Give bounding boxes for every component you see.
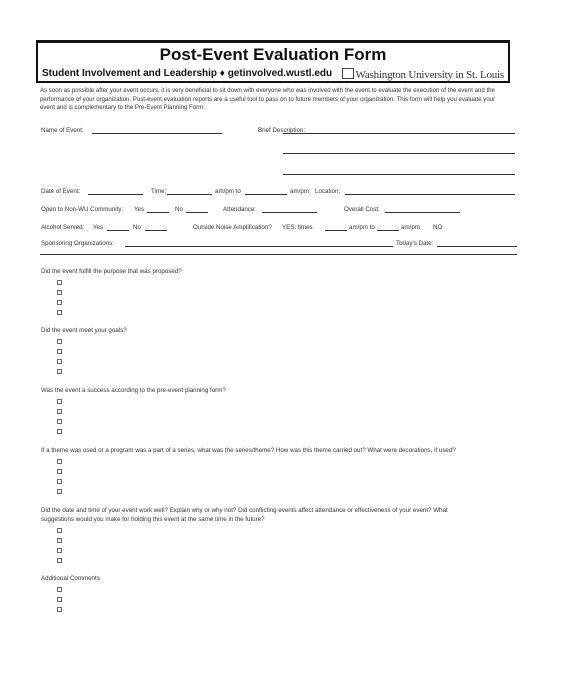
section-divider: [40, 254, 517, 255]
sponsoring-label: Sponsoring Organizations:: [41, 240, 114, 247]
form-header: [36, 40, 510, 83]
checkbox[interactable]: [57, 290, 62, 295]
time-start-field[interactable]: [167, 194, 212, 195]
checkbox[interactable]: [57, 349, 62, 354]
checkbox[interactable]: [57, 489, 62, 494]
noise-start-field[interactable]: [325, 230, 347, 231]
open-to-nonwu-label: Open to Non-WU Community:: [41, 206, 124, 213]
overall-cost-label: Overall Cost:: [344, 206, 380, 213]
checkbox[interactable]: [57, 409, 62, 414]
name-of-event-label: Name of Event:: [41, 127, 84, 134]
checkbox[interactable]: [57, 587, 62, 592]
brief-description-field-1[interactable]: [283, 133, 515, 134]
alcohol-no-label: No: [133, 224, 141, 231]
question-3: Was the event a success according to the pre-event planning form?: [41, 387, 226, 394]
ampm-to-label: am/pm to: [215, 188, 241, 195]
university-logo: [342, 68, 504, 81]
question-1: Did the event fulfill the purpose that was proposed?: [41, 268, 182, 275]
open-yes-label: Yes: [134, 206, 145, 213]
intro-paragraph: As soon as possible after your event occurs, it is very beneficial to sit down with everyone who was involved with the event to evaluate the execution of the event and the performance of your organization. Post-event evaluation reports are a useful tool to pass on to future members of your organization. This form will help you evaluate your event and is complementary to the Pre-Event Planning Form.: [40, 87, 496, 111]
checkbox[interactable]: [57, 459, 62, 464]
brief-description-label: Brief Description:: [258, 127, 306, 134]
form-subtitle: Student Involvement and Leadership ♦ getinvolved.wustl.edu: [42, 68, 333, 79]
checkbox[interactable]: [57, 310, 62, 315]
alcohol-served-label: Alcohol Served:: [41, 224, 85, 231]
noise-no-label: NO: [433, 224, 443, 231]
checkbox[interactable]: [57, 280, 62, 285]
location-label: Location:: [315, 188, 341, 195]
open-no-label: No: [175, 206, 183, 213]
checkbox[interactable]: [57, 538, 62, 543]
question-5-continued: suggestions would you make for holding this event at the same time in the future?: [41, 516, 265, 523]
checkbox[interactable]: [57, 369, 62, 374]
open-no-field[interactable]: [186, 212, 208, 213]
overall-cost-field[interactable]: [385, 212, 460, 213]
time-end-field[interactable]: [245, 194, 287, 195]
checkbox[interactable]: [57, 339, 62, 344]
checkbox[interactable]: [57, 607, 62, 612]
ampm-label: am/pm: [290, 188, 309, 195]
todays-date-label: Today's Date:: [396, 240, 434, 247]
brief-description-field-2[interactable]: [283, 153, 515, 154]
brief-description-field-3[interactable]: [283, 174, 515, 175]
checkbox[interactable]: [57, 429, 62, 434]
checkbox[interactable]: [57, 469, 62, 474]
time-label: Time:: [151, 188, 167, 195]
checkbox[interactable]: [57, 558, 62, 563]
checkbox[interactable]: [57, 528, 62, 533]
attendance-field[interactable]: [262, 212, 317, 213]
sponsoring-field[interactable]: [125, 246, 393, 247]
noise-yes-times-label: YES: times: [282, 224, 313, 231]
checkbox[interactable]: [57, 419, 62, 424]
question-2: Did the event meet your goals?: [41, 327, 127, 334]
checkbox[interactable]: [57, 548, 62, 553]
checkbox[interactable]: [57, 300, 62, 305]
attendance-label: Attendance:: [223, 206, 257, 213]
noise-end-field[interactable]: [377, 230, 399, 231]
checkbox[interactable]: [57, 479, 62, 484]
alcohol-no-field[interactable]: [145, 230, 167, 231]
todays-date-field[interactable]: [437, 246, 517, 247]
alcohol-yes-field[interactable]: [107, 230, 129, 231]
outside-noise-label: Outside Noise Amplification?: [193, 224, 272, 231]
date-of-event-label: Date of Event:: [41, 188, 81, 195]
alcohol-yes-label: Yes: [93, 224, 104, 231]
location-field[interactable]: [345, 194, 515, 195]
checkbox[interactable]: [57, 597, 62, 602]
checkbox[interactable]: [57, 399, 62, 404]
noise-ampm-label: am/pm: [401, 224, 420, 231]
checkbox[interactable]: [57, 359, 62, 364]
open-yes-field[interactable]: [147, 212, 169, 213]
question-4: If a theme was used or a program was a part of a series, what was the series/theme? How was this theme carried out? What were decorations, if used?: [41, 447, 456, 454]
noise-ampm-to-label: am/pm to: [349, 224, 375, 231]
date-of-event-field[interactable]: [88, 194, 143, 195]
university-crest-icon: [342, 68, 354, 79]
form-title: Post-Event Evaluation Form: [159, 45, 387, 64]
question-5: Did the date and time of your event work well? Explain why or why not? Did conflicting events affect attendance or effectiveness of your event? What: [41, 507, 448, 514]
university-name: Washington University in St. Louis: [355, 69, 504, 81]
additional-comments-label: Additional Comments: [41, 575, 100, 582]
name-of-event-field[interactable]: [92, 133, 222, 134]
